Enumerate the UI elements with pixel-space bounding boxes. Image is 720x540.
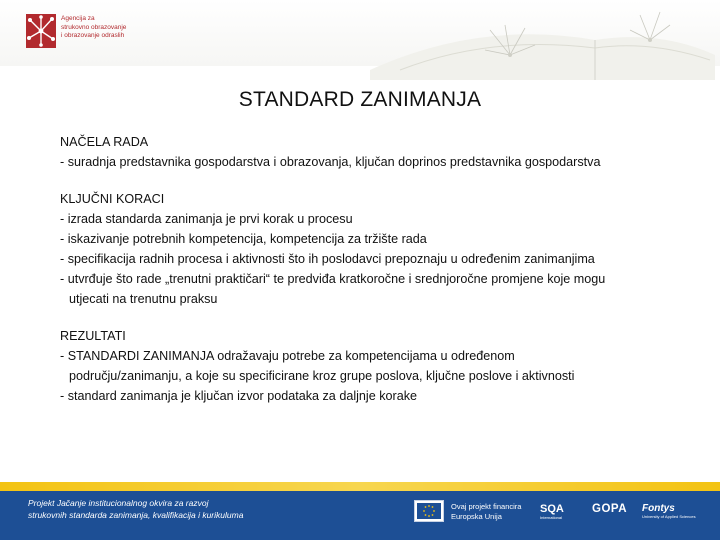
content-body — [60, 132, 700, 423]
gopa-logo — [592, 503, 627, 515]
list-item — [60, 386, 700, 406]
list-item-text: - iskazivanje potrebnih kompetencija, kompetencija za tržište rada — [60, 232, 427, 246]
eu-funding-note — [451, 502, 521, 521]
eu-funding-line: Europska Unija — [451, 511, 502, 521]
list-item-text: - izrada standarda zanimanja je prvi korak u procesu — [60, 212, 353, 226]
list-item-text: - STANDARDI ZANIMANJA odražavaju potrebe za kompetencijama u određenom — [60, 349, 515, 363]
agency-name-line: Agencija za — [61, 15, 95, 22]
section-heading: NAČELA RADA — [60, 135, 149, 149]
list-item-text: - standard zanimanja je ključan izvor podataka za daljnje korake — [60, 389, 418, 403]
section-heading: REZULTATI — [60, 329, 126, 343]
project-name-line: strukovnih standarda zanimanja, kvalifikacija i kurikuluma — [28, 510, 244, 520]
project-name-line: Projekt Jačanje institucionalnog okvira za razvoj — [28, 498, 209, 508]
list-item-text: - utvrđuje što rade „trenutni praktičari“ te predviđa kratkoročne i srednjoročne promjene koje mogu — [60, 272, 606, 286]
agency-name — [61, 15, 141, 41]
agency-name-line: strukovno obrazovanje — [61, 23, 127, 31]
page-title: STANDARD ZANIMANJA — [238, 88, 482, 111]
agency-logo-mark-icon — [26, 14, 56, 48]
sqa-logo — [540, 503, 564, 520]
gopa-logo-text: GOPA — [592, 503, 628, 515]
list-item — [60, 249, 700, 269]
list-item-continuation: području/zanimanju, a koje su specificirane kroz grupe poslova, ključne poslove i aktivnosti — [69, 369, 575, 383]
section-rezultati — [60, 326, 700, 406]
sqa-logo-subtext: International — [540, 515, 563, 520]
section-heading: KLJUČNI KORACI — [60, 192, 165, 206]
fontys-logo — [642, 503, 696, 519]
list-item — [60, 346, 700, 386]
fontys-logo-subtext: University of Applied Sciences — [642, 514, 696, 519]
eu-flag-icon — [414, 500, 444, 522]
list-item-continuation: utjecati na trenutnu praksu — [69, 292, 218, 306]
list-item — [60, 269, 700, 309]
open-book-dandelion-illustration — [360, 0, 720, 80]
section-kljucni-koraci — [60, 189, 700, 309]
list-item — [60, 229, 700, 249]
eu-funding-line: Ovaj projekt financira — [451, 502, 522, 511]
agency-logo — [26, 14, 136, 54]
agency-name-line: i obrazovanje odraslih — [61, 32, 125, 39]
list-item — [60, 209, 700, 229]
sqa-logo-text: SQA — [540, 503, 564, 515]
project-name — [28, 497, 243, 521]
list-item — [60, 152, 700, 172]
list-item-text: - suradnja predstavnika gospodarstva i obrazovanja, ključan doprinos predstavnika gospodarstva — [60, 155, 601, 169]
footer-yellow-stripe — [0, 482, 720, 491]
fontys-logo-text: Fontys — [642, 503, 675, 514]
list-item-text: - specifikacija radnih procesa i aktivnosti što ih poslodavci prepoznaju u određenim zanimanjima — [60, 252, 595, 266]
section-nacela-rada — [60, 132, 700, 172]
